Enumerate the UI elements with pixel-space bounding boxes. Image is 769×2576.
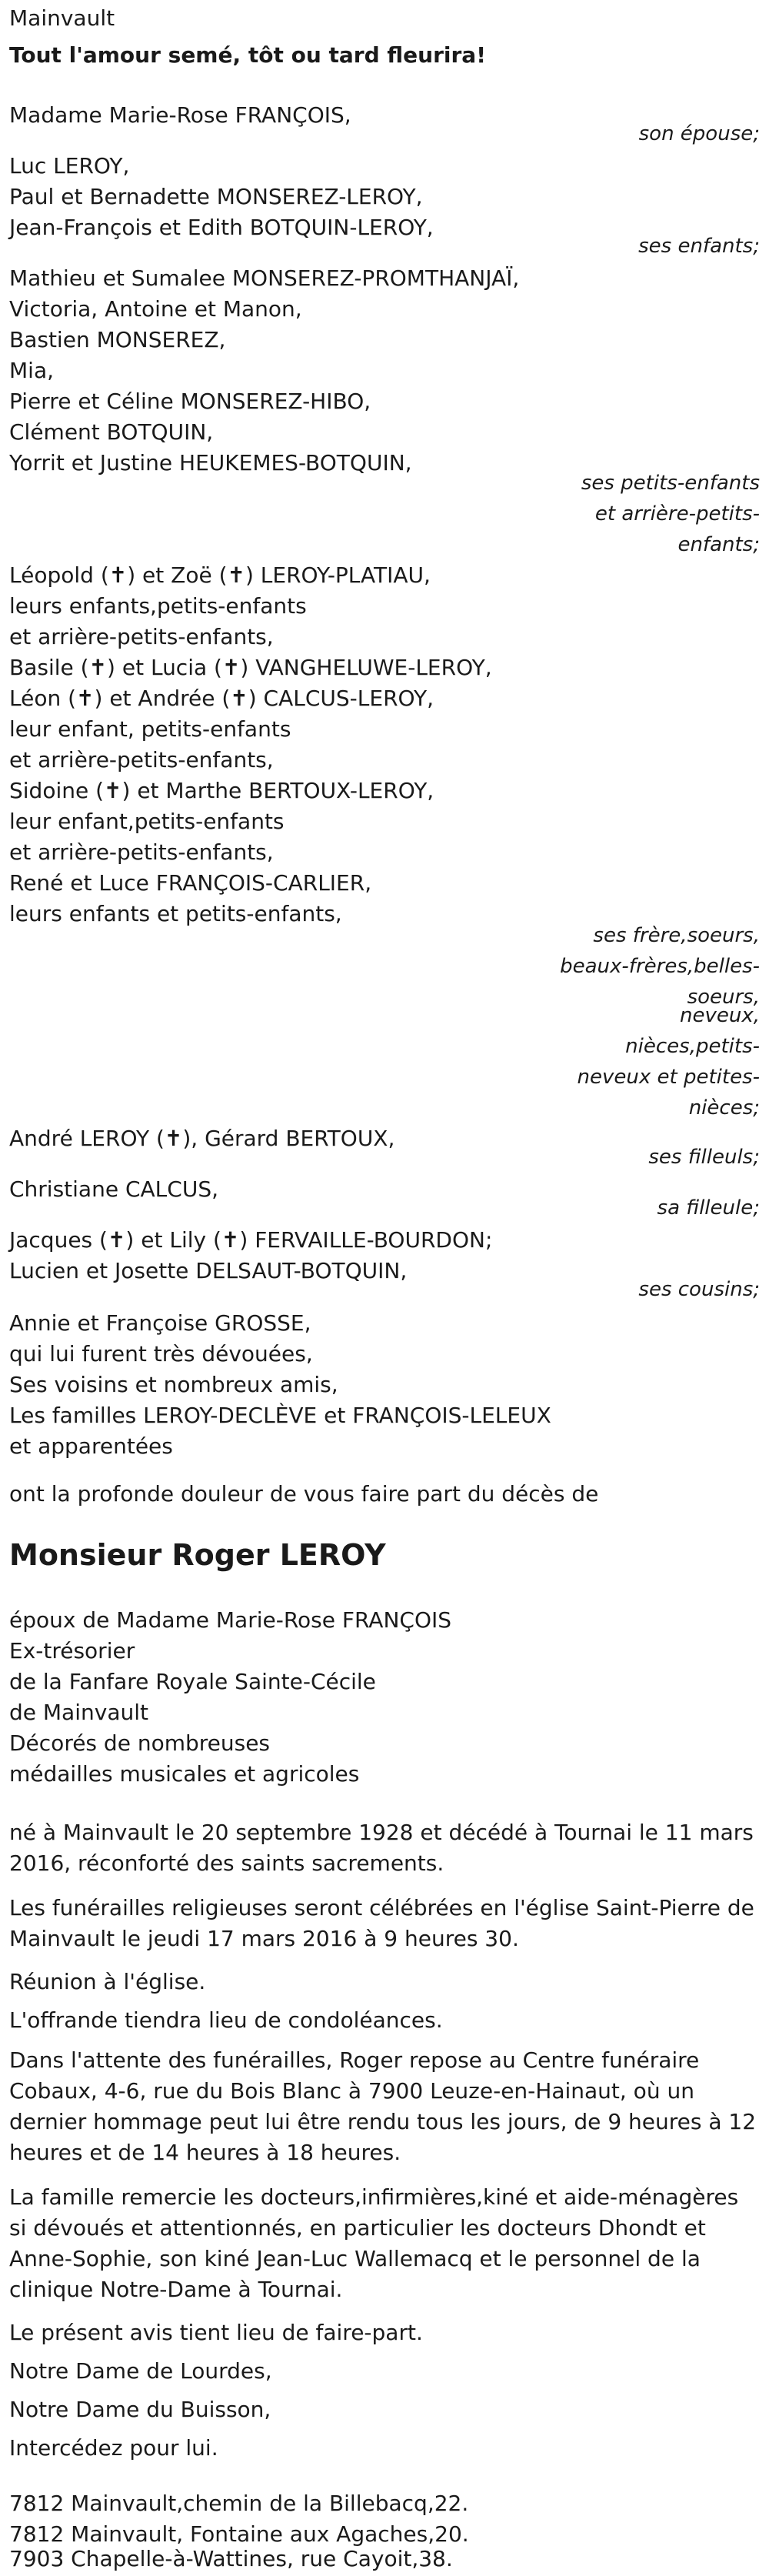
cousins-role: ses cousins; [638,1278,760,1301]
siblings-role: neveux et petites- [577,1066,760,1089]
funeral-paragraph: Les funérailles religieuses seront célébrées en l'église Saint-Pierre de Mainvault le jeudi 17 mars 2016 à 9 heures 30. [9,1895,754,1951]
siblings-role: beaux-frères,belles- [560,955,760,978]
sibling-line: et arrière-petits-enfants, [9,839,274,865]
rest-paragraph: Dans l'attente des funérailles, Roger repose au Centre funéraire Cobaux, 4-6, rue du Bois Blanc à 7900 Leuze-en-Hainaut, où un dernier hommage peut lui être rendu tous les jours, de 9 heures à 12 heures et de 14 heures à 18 heures. [9,2047,757,2165]
goddaughter-role: sa filleule; [657,1196,760,1220]
sibling-line: et arrière-petits-enfants, [9,747,274,772]
prayer-line: Intercédez pour lui. [9,2435,218,2461]
child-line: Paul et Bernadette MONSEREZ-LEROY, [9,184,423,209]
deceased-title-line: médailles musicales et agricoles [9,1761,360,1787]
deceased-title-line: Décorés de nombreuses [9,1730,271,1756]
meeting-paragraph: Réunion à l'église. [9,1969,206,1994]
sibling-line: et arrière-petits-enfants, [9,624,274,649]
siblings-role: soeurs, [687,986,760,1009]
sibling-line: Léon (✝) et Andrée (✝) CALCUS-LEROY, [9,686,434,711]
address-line: 7812 Mainvault,chemin de la Billebacq,22. [9,2491,469,2516]
prayer-line: Notre Dame de Lourdes, [9,2358,272,2384]
sibling-line: Basile (✝) et Lucia (✝) VANGHELUWE-LEROY, [9,655,492,680]
deceased-title-line: de la Fanfare Royale Sainte-Cécile [9,1669,376,1694]
cousin-line: Lucien et Josette DELSAUT-BOTQUIN, [9,1258,408,1283]
siblings-role: ses frère,soeurs, [593,924,760,947]
child-line: Luc LEROY, [9,153,130,179]
village-name: Mainvault [9,5,115,31]
notice-paragraph: Le présent avis tient lieu de faire-part. [9,2320,423,2345]
siblings-role: nièces,petits- [625,1035,760,1058]
address-line: 7812 Mainvault, Fontaine aux Agaches,20. [9,2521,469,2547]
prayer-line: Notre Dame du Buisson, [9,2397,271,2422]
cousin-line: Jacques (✝) et Lily (✝) FERVAILLE-BOURDON; [9,1227,493,1253]
deceased-name: Monsieur Roger LEROY [9,1538,386,1572]
child-line: Jean-François et Edith BOTQUIN-LEROY, [9,215,434,240]
others-line: Les familles LEROY-DECLÈVE et FRANÇOIS-LELEUX [9,1403,551,1428]
grandchildren-role: enfants; [677,533,760,556]
siblings-role: neveux, [680,1004,760,1027]
sibling-line: Léopold (✝) et Zoë (✝) LEROY-PLATIAU, [9,562,431,588]
address-line: 7903 Chapelle-à-Wattines, rue Cayoit,38. [9,2546,453,2571]
motto: Tout l'amour semé, tôt ou tard fleurira! [9,42,486,68]
offering-paragraph: L'offrande tiendra lieu de condoléances. [9,2007,443,2033]
grandchild-line: Pierre et Céline MONSEREZ-HIBO, [9,389,371,414]
deceased-title-line: époux de Madame Marie-Rose FRANÇOIS [9,1607,452,1633]
grandchild-line: Victoria, Antoine et Manon, [9,296,302,322]
children-role: ses enfants; [638,235,760,258]
grandchild-line: Yorrit et Justine HEUKEMES-BOTQUIN, [9,450,412,475]
sibling-line: René et Luce FRANÇOIS-CARLIER, [9,870,372,896]
others-line: Ses voisins et nombreux amis, [9,1372,338,1397]
wife-line: Madame Marie-Rose FRANÇOIS, [9,102,351,128]
grandchild-line: Clément BOTQUIN, [9,419,214,445]
sibling-line: leurs enfants et petits-enfants, [9,901,342,926]
others-line: et apparentées [9,1433,173,1459]
sibling-line: leur enfant,petits-enfants [9,809,285,834]
others-line: qui lui furent très dévouées, [9,1341,313,1366]
deceased-title-line: Ex-trésorier [9,1638,135,1663]
grandchildren-role: et arrière-petits- [594,502,760,526]
sibling-line: leurs enfants,petits-enfants [9,593,307,619]
sibling-line: leur enfant, petits-enfants [9,716,291,742]
goddaughter-line: Christiane CALCUS, [9,1176,218,1202]
grandchild-line: Mathieu et Sumalee MONSEREZ-PROMTHANJAÏ, [9,265,520,291]
godsons-role: ses filleuls; [648,1146,760,1169]
sibling-line: Sidoine (✝) et Marthe BERTOUX-LEROY, [9,778,434,803]
grandchild-line: Bastien MONSEREZ, [9,327,226,352]
grandchild-line: Mia, [9,358,54,383]
siblings-role: nièces; [688,1096,760,1119]
others-line: Annie et Françoise GROSSE, [9,1310,311,1336]
grandchildren-role: ses petits-enfants [581,472,760,495]
wife-role: son épouse; [638,122,760,145]
deceased-title-line: de Mainvault [9,1700,148,1725]
announcement: ont la profonde douleur de vous faire part du décès de [9,1481,599,1507]
thanks-paragraph: La famille remercie les docteurs,infirmières,kiné et aide-ménagères si dévoués et attentionnés, en particulier les docteurs Dhondt et Anne-Sophie, son kiné Jean-Luc Wallemacq et le personnel de la clinique Notre-Dame à Tournai. [9,2184,739,2302]
birth-death-paragraph: né à Mainvault le 20 septembre 1928 et décédé à Tournai le 11 mars 2016, réconforté des saints sacrements. [9,1820,754,1876]
godsons-line: André LEROY (✝), Gérard BERTOUX, [9,1126,395,1151]
